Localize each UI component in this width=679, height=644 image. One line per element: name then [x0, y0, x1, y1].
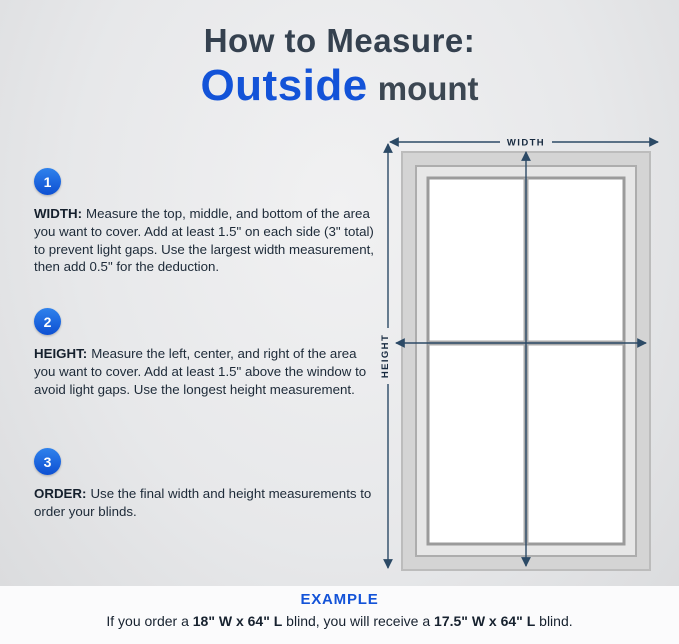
- example-heading: EXAMPLE: [300, 591, 379, 608]
- step-2-number-badge: 2: [34, 308, 61, 335]
- example-section: [0, 586, 679, 644]
- title-emphasis: Outside: [200, 61, 368, 110]
- example-order-size: 18" W x 64" L: [192, 613, 283, 629]
- step-2: [34, 308, 376, 398]
- step-1-text: [34, 205, 376, 276]
- width-label: WIDTH: [506, 137, 546, 149]
- title-suffix: mount: [377, 70, 479, 107]
- page-title: [0, 22, 679, 111]
- step-2-label: HEIGHT:: [34, 346, 88, 361]
- example-prefix: If you order a: [106, 613, 193, 629]
- step-3-label: ORDER:: [34, 486, 87, 501]
- height-label: HEIGHT: [380, 333, 391, 379]
- example-receive-size: 17.5" W x 64" L: [434, 613, 536, 629]
- step-3: [34, 448, 376, 521]
- step-3-description: Use the final width and height measurements to order your blinds.: [34, 486, 372, 519]
- step-1-description: Measure the top, middle, and bottom of the area you want to cover. Add at least 1.5" on each side (3" total) to prevent light gaps. Use the largest width measurement, then add 0.5" for the deduction.: [34, 206, 374, 275]
- window-diagram: [372, 130, 672, 595]
- step-3-text: [34, 485, 376, 521]
- example-suffix: blind.: [535, 613, 573, 629]
- title-line1: How to Measure:: [203, 22, 476, 59]
- step-1: [34, 168, 376, 276]
- title-line2: [0, 61, 679, 111]
- step-2-text: [34, 345, 376, 398]
- step-1-label: WIDTH:: [34, 206, 82, 221]
- example-middle: blind, you will receive a: [282, 613, 435, 629]
- example-sentence: [0, 613, 679, 629]
- step-2-description: Measure the left, center, and right of the area you want to cover. Add at least 1.5" above the window to avoid light gaps. Use the longest height measurement.: [34, 346, 367, 397]
- step-1-number-badge: 1: [34, 168, 61, 195]
- step-3-number-badge: 3: [34, 448, 61, 475]
